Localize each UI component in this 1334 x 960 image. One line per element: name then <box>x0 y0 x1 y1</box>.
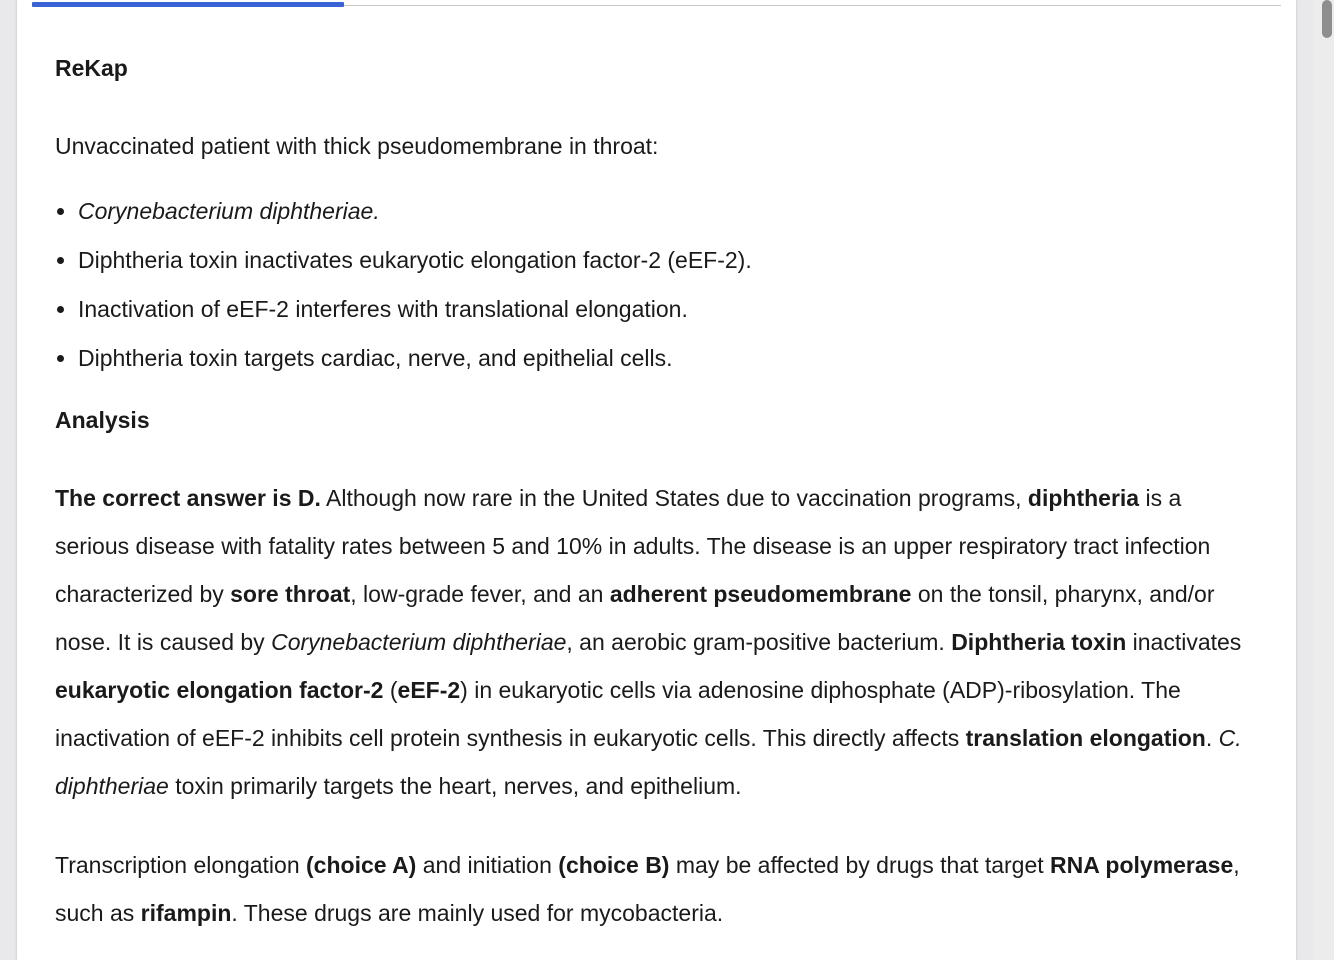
key-term: eEF-2 <box>397 677 461 703</box>
key-term: diphtheria <box>1027 485 1140 511</box>
key-term: sore throat <box>230 581 351 607</box>
correct-answer-label: The correct answer is D. <box>55 485 321 511</box>
key-term: translation elongation <box>965 725 1206 751</box>
analysis-text: ) in eukaryotic cells via adenosine diphosphate (ADP)-ribosylation. The inactivation of eEF-2 inhibits cell protein synthesis in eukaryotic cells. This directly affects <box>55 677 1181 751</box>
analysis-text: . <box>1205 725 1219 751</box>
analysis-text: , an aerobic gram-positive bacterium. <box>566 629 952 655</box>
choice-reference: (choice B) <box>558 852 670 878</box>
analysis-text: toxin primarily targets the heart, nerves, and epithelium. <box>168 773 742 799</box>
key-term: Diphtheria toxin <box>951 629 1127 655</box>
scrollbar-track[interactable] <box>1313 0 1334 960</box>
organism-name: Corynebacterium diphtheriae <box>271 629 567 655</box>
list-item: Diphtheria toxin targets cardiac, nerve, and epithelial cells. <box>55 334 752 383</box>
analysis-text: Transcription elongation <box>55 852 307 878</box>
list-item: Inactivation of eEF-2 interferes with translational elongation. <box>55 285 752 334</box>
analysis-heading: Analysis <box>55 407 150 433</box>
analysis-text: , such as <box>55 852 1240 926</box>
analysis-text: Although now rare in the United States due to vaccination programs, <box>320 485 1028 511</box>
analysis-text: inactivates <box>1126 629 1242 655</box>
analysis-text: ( <box>383 677 398 703</box>
rekap-intro: Unvaccinated patient with thick pseudomembrane in throat: <box>55 133 659 159</box>
list-item <box>55 187 752 236</box>
rekap-bullet-list <box>55 187 752 383</box>
key-term: rifampin <box>140 900 232 926</box>
analysis-text: . These drugs are mainly used for mycobacteria. <box>231 900 724 926</box>
analysis-text: , low-grade fever, and an <box>350 581 610 607</box>
scrollbar-thumb[interactable] <box>1322 0 1332 38</box>
key-term: eukaryotic elongation factor-2 <box>55 677 384 703</box>
analysis-text: is a serious disease with fatality rates between 5 and 10% in adults. The disease is an upper respiratory tract infection characterized by <box>55 485 1211 607</box>
list-item: Diphtheria toxin inactivates eukaryotic elongation factor-2 (eEF-2). <box>55 236 752 285</box>
analysis-paragraph-1 <box>55 474 1255 810</box>
analysis-paragraph-2 <box>55 841 1255 937</box>
analysis-text: may be affected by drugs that target <box>669 852 1051 878</box>
analysis-text: and initiation <box>416 852 559 878</box>
rekap-heading: ReKap <box>55 55 128 81</box>
rekap-bullet-1: Corynebacterium diphtheriae. <box>78 198 380 224</box>
key-term: RNA polymerase <box>1050 852 1234 878</box>
key-term: adherent pseudomembrane <box>609 581 912 607</box>
active-tab-indicator[interactable] <box>32 2 344 7</box>
analysis-text: on the tonsil, pharynx, and/or nose. It is caused by <box>55 581 1215 655</box>
explanation-panel <box>17 0 1296 960</box>
choice-reference: (choice A) <box>306 852 417 878</box>
organism-name: C. diphtheriae <box>55 725 1242 799</box>
